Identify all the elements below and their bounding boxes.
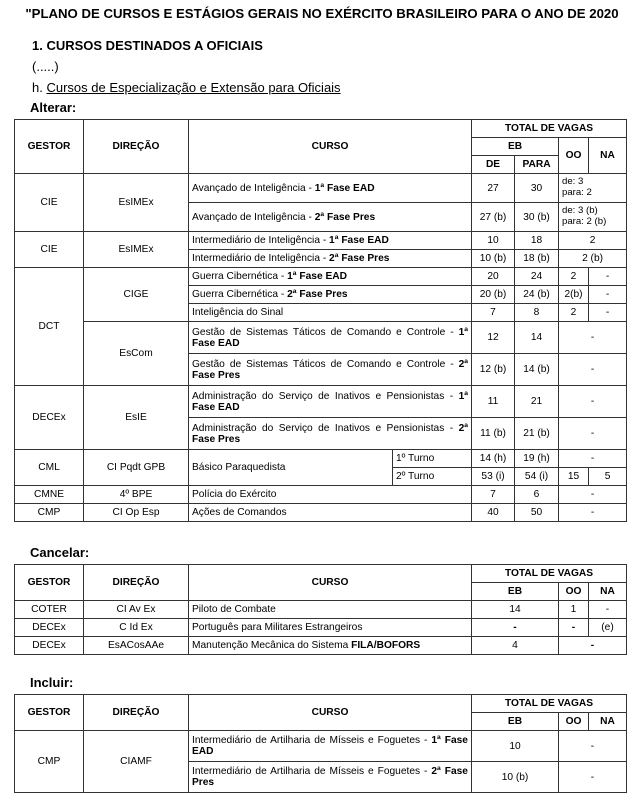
oo-na-cell — [559, 174, 627, 203]
header-gestor: GESTOR — [15, 120, 84, 174]
document-title: "PLANO DE CURSOS E ESTÁGIOS GERAIS NO EXÉRCITO BRASILEIRO PARA O ANO DE 2020 — [25, 6, 619, 21]
curso-cell — [189, 286, 472, 304]
table-row — [15, 601, 627, 619]
header-total-vagas: TOTAL DE VAGAS — [472, 120, 627, 138]
para-cell: 8 — [515, 304, 559, 322]
header-gestor: GESTOR — [15, 565, 84, 601]
alterar-label: Alterar: — [30, 100, 77, 115]
oo-na-cell: - — [559, 637, 627, 655]
curso-cell — [189, 731, 472, 762]
item-h-link[interactable]: Cursos de Especialização e Extensão para Oficiais — [46, 80, 341, 95]
direcao-cell: CI Pqdt GPB — [84, 450, 189, 486]
de-cell: 11 (b) — [472, 418, 515, 450]
de-cell: 20 (b) — [472, 286, 515, 304]
fase-text: 1ª Fase EAD — [192, 326, 469, 349]
curso-text: Guerra Cibernética - — [192, 271, 288, 282]
curso-cell — [189, 386, 472, 418]
gestor-cell: DECEx — [15, 637, 84, 655]
curso-cell — [189, 203, 472, 232]
oo-na-cell: 2 — [559, 232, 627, 250]
fase-text: 1ª Fase EAD — [314, 182, 375, 194]
table-row — [15, 637, 627, 655]
direcao-cell: CIGE — [84, 268, 189, 322]
curso-cell: Básico Paraquedista — [189, 450, 393, 486]
direcao-cell: C Id Ex — [84, 619, 189, 637]
fase-text: 2ª Fase Pres — [329, 253, 390, 264]
para-cell: 21 (b) — [515, 418, 559, 450]
oo-line-2: para: 2 (b) — [562, 216, 607, 227]
oo-na-cell: - — [559, 418, 627, 450]
gestor-cell: COTER — [15, 601, 84, 619]
header-na: NA — [589, 583, 627, 601]
curso-text: Intermediário de Inteligência - — [192, 235, 330, 246]
table-row — [15, 450, 627, 468]
oo-na-cell: - — [559, 450, 627, 468]
para-cell: 14 — [515, 322, 559, 354]
curso-text: Manutenção Mecânica do Sistema — [192, 640, 352, 651]
curso-text: Avançado de Inteligência - — [192, 211, 315, 223]
oo-na-cell: - — [559, 386, 627, 418]
de-cell: 53 (i) — [472, 468, 515, 486]
curso-cell: Piloto de Combate — [189, 601, 472, 619]
eb-cell: - — [472, 619, 559, 637]
curso-text: Gestão de Sistemas Táticos de Comando e Controle - — [192, 358, 459, 370]
para-cell: 30 — [515, 174, 559, 203]
curso-cell — [189, 250, 472, 268]
fase-text: 2ª Fase Pres — [287, 289, 348, 300]
fase-text: 1ª Fase EAD — [329, 235, 389, 246]
eb-cell: 12 (b) — [472, 354, 515, 386]
de-cell: 20 — [472, 268, 515, 286]
table-row — [15, 486, 627, 504]
de-cell: 27 — [472, 174, 515, 203]
header-eb: EB — [472, 713, 559, 731]
na-cell: - — [589, 304, 627, 322]
fase-text: 2ª Fase Pres — [192, 422, 469, 445]
turno-cell: 2º Turno — [393, 468, 472, 486]
oo-na-cell: - — [559, 504, 627, 522]
header-curso: CURSO — [189, 565, 472, 601]
direcao-cell: 4º BPE — [84, 486, 189, 504]
oo-cell: 2 — [559, 268, 589, 286]
para-cell: 21 — [515, 386, 559, 418]
table-row — [15, 232, 627, 250]
turno-cell: 1º Turno — [393, 450, 472, 468]
header-para: PARA — [515, 156, 559, 174]
curso-cell — [189, 232, 472, 250]
incluir-table — [14, 694, 627, 793]
para-cell: 30 (b) — [515, 203, 559, 232]
ellipsis-text: (.....) — [32, 59, 59, 74]
header-direcao: DIREÇÃO — [84, 120, 189, 174]
header-oo: OO — [559, 583, 589, 601]
curso-cell — [189, 762, 472, 793]
curso-text: Administração do Serviço de Inativos e Pensionistas - — [192, 390, 459, 402]
header-direcao: DIREÇÃO — [84, 565, 189, 601]
gestor-cell: DCT — [15, 268, 84, 386]
item-h — [32, 80, 341, 95]
para-cell: 24 — [515, 268, 559, 286]
curso-cell — [189, 354, 472, 386]
oo-cell: 1 — [559, 601, 589, 619]
table-row — [15, 386, 627, 418]
oo-na-cell: - — [559, 354, 627, 386]
fase-text: 2ª Fase Pres — [314, 211, 376, 223]
eb-cell: 12 — [472, 322, 515, 354]
section-heading: 1. CURSOS DESTINADOS A OFICIAIS — [32, 38, 263, 53]
curso-bold-text: FILA/BOFORS — [351, 640, 421, 651]
curso-text: Gestão de Sistemas Táticos de Comando e Controle - — [192, 326, 459, 338]
direcao-cell: EsACosAAe — [84, 637, 189, 655]
oo-cell: 2(b) — [559, 286, 589, 304]
de-cell: 27 (b) — [472, 203, 515, 232]
direcao-cell: EsIE — [84, 386, 189, 450]
gestor-cell: CMP — [15, 504, 84, 522]
table-row — [15, 268, 627, 286]
curso-text: Avançado de Inteligência - — [192, 182, 315, 194]
header-direcao: DIREÇÃO — [84, 695, 189, 731]
curso-cell — [189, 268, 472, 286]
table-row — [15, 174, 627, 203]
fase-text: 2ª Fase Pres — [192, 358, 469, 381]
gestor-cell: DECEx — [15, 619, 84, 637]
curso-cell: Ações de Comandos — [189, 504, 472, 522]
para-cell: 18 — [515, 232, 559, 250]
gestor-cell: CIE — [15, 174, 84, 232]
curso-text: Intermediário de Artilharia de Mísseis e Foguetes - — [192, 735, 432, 746]
curso-text: Intermediário de Artilharia de Mísseis e Foguetes - — [192, 766, 432, 777]
fase-text: 1ª Fase EAD — [192, 735, 468, 757]
table-row — [15, 504, 627, 522]
header-total-vagas: TOTAL DE VAGAS — [472, 565, 627, 583]
curso-cell — [189, 322, 472, 354]
oo-line-1: de: 3 (b) — [562, 205, 598, 217]
header-eb: EB — [472, 138, 559, 156]
direcao-cell: CI Av Ex — [84, 601, 189, 619]
header-oo: OO — [559, 713, 589, 731]
na-cell: - — [589, 601, 627, 619]
header-total-vagas: TOTAL DE VAGAS — [472, 695, 627, 713]
de-cell: 14 (h) — [472, 450, 515, 468]
curso-cell — [189, 418, 472, 450]
table-row — [15, 619, 627, 637]
item-prefix: h. — [32, 80, 47, 95]
curso-cell — [189, 174, 472, 203]
de-cell: 10 — [472, 232, 515, 250]
na-cell: (e) — [589, 619, 627, 637]
fase-text: 2ª Fase Pres — [192, 766, 468, 788]
oo-na-cell — [559, 203, 627, 232]
fase-text: 1ª Fase EAD — [287, 271, 347, 282]
header-oo: OO — [559, 138, 589, 174]
header-curso: CURSO — [189, 695, 472, 731]
oo-cell: 2 — [559, 304, 589, 322]
na-cell: - — [589, 268, 627, 286]
oo-cell: 15 — [559, 468, 589, 486]
alterar-table — [14, 119, 627, 522]
curso-text: Guerra Cibernética - — [192, 289, 288, 300]
table-row — [15, 322, 627, 354]
header-gestor: GESTOR — [15, 695, 84, 731]
cancelar-label: Cancelar: — [30, 545, 90, 560]
oo-line-2: para: 2 — [562, 187, 592, 198]
header-eb: EB — [472, 583, 559, 601]
header-na: NA — [589, 138, 627, 174]
para-cell: 18 (b) — [515, 250, 559, 268]
de-cell: 7 — [472, 486, 515, 504]
oo-na-cell: - — [559, 762, 627, 793]
de-cell: 7 — [472, 304, 515, 322]
oo-na-cell: - — [559, 322, 627, 354]
para-cell: 50 — [515, 504, 559, 522]
oo-line-1: de: 3 — [562, 176, 584, 188]
curso-cell — [189, 637, 472, 655]
na-cell: - — [589, 286, 627, 304]
de-cell: 40 — [472, 504, 515, 522]
header-na: NA — [589, 713, 627, 731]
na-cell: 5 — [589, 468, 627, 486]
direcao-cell: CIAMF — [84, 731, 189, 793]
fase-text: 1ª Fase EAD — [192, 390, 469, 413]
gestor-cell: CIE — [15, 232, 84, 268]
para-cell: 14 (b) — [515, 354, 559, 386]
curso-text: Administração do Serviço de Inativos e Pensionistas - — [192, 422, 459, 434]
oo-cell: - — [559, 619, 589, 637]
direcao-cell: CI Op Esp — [84, 504, 189, 522]
cancelar-table — [14, 564, 627, 655]
para-cell: 24 (b) — [515, 286, 559, 304]
incluir-label: Incluir: — [30, 675, 74, 690]
eb-cell: 10 — [472, 731, 559, 762]
curso-cell: Inteligência do Sinal — [189, 304, 472, 322]
para-cell: 54 (i) — [515, 468, 559, 486]
eb-cell: 10 (b) — [472, 762, 559, 793]
eb-cell: 4 — [472, 637, 559, 655]
eb-cell: 14 — [472, 601, 559, 619]
oo-na-cell: - — [559, 731, 627, 762]
table-row — [15, 731, 627, 762]
gestor-cell: CMP — [15, 731, 84, 793]
oo-na-cell: - — [559, 486, 627, 504]
de-cell: 10 (b) — [472, 250, 515, 268]
direcao-cell: EsIMEx — [84, 232, 189, 268]
gestor-cell: DECEx — [15, 386, 84, 450]
gestor-cell: CMNE — [15, 486, 84, 504]
oo-na-cell: 2 (b) — [559, 250, 627, 268]
curso-text: Intermediário de Inteligência - — [192, 253, 330, 264]
para-cell: 19 (h) — [515, 450, 559, 468]
header-curso: CURSO — [189, 120, 472, 174]
gestor-cell: CML — [15, 450, 84, 486]
direcao-cell: EsIMEx — [84, 174, 189, 232]
header-de: DE — [472, 156, 515, 174]
de-cell: 11 — [472, 386, 515, 418]
curso-cell: Português para Militares Estrangeiros — [189, 619, 472, 637]
direcao-cell: EsCom — [84, 322, 189, 386]
para-cell: 6 — [515, 486, 559, 504]
curso-cell: Polícia do Exército — [189, 486, 472, 504]
